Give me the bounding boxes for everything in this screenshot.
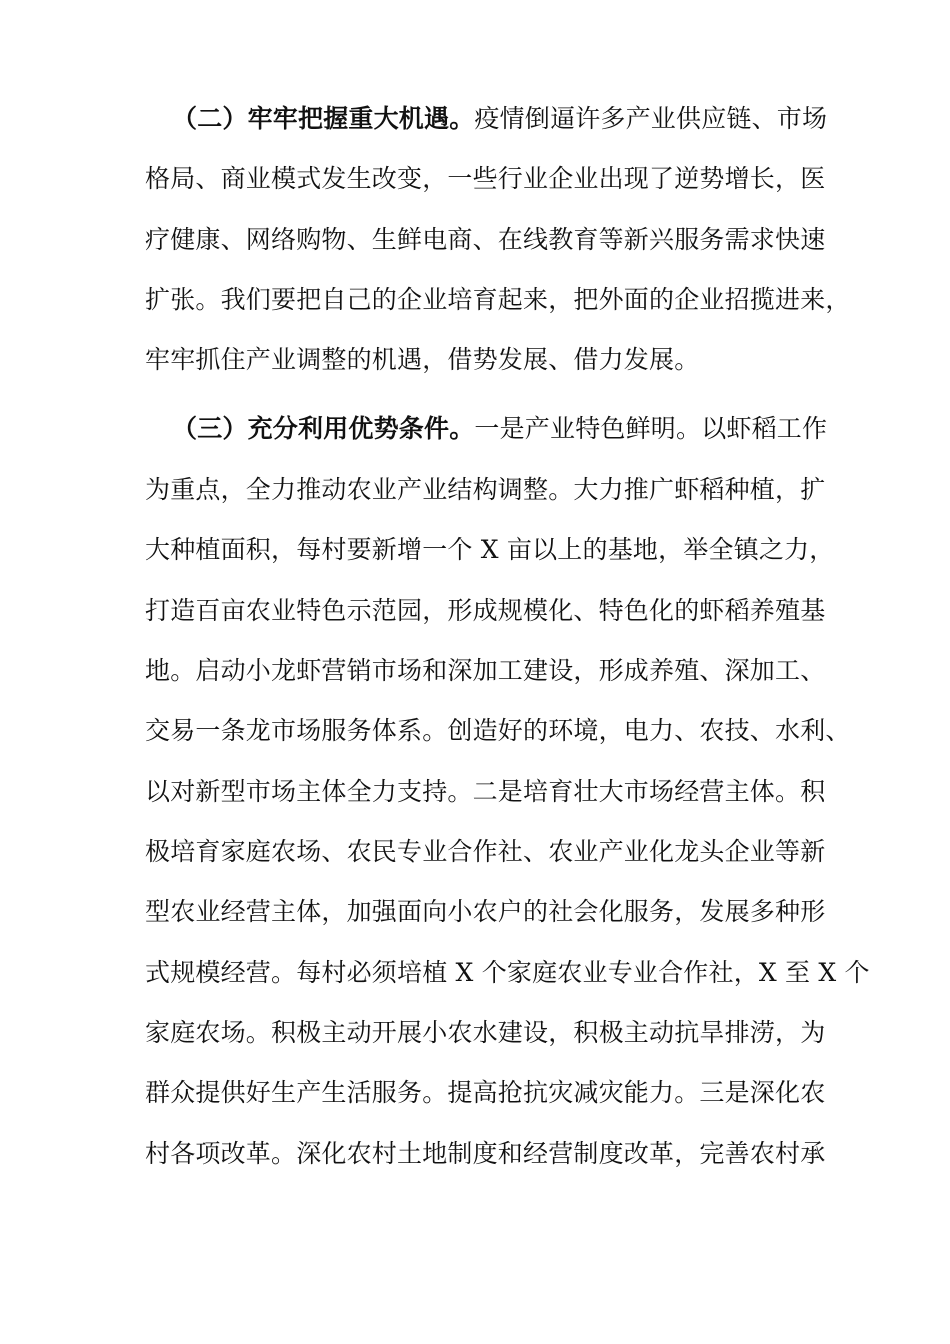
paragraph-2-line-2: 格局、商业模式发生改变，一些行业企业出现了逆势增长，医: [145, 164, 826, 193]
paragraph-3-line-4: 打造百亩农业特色示范园，形成规模化、特色化的虾稻养殖基: [145, 596, 826, 625]
paragraph-3-line-3: 大种植面积，每村要新增一个 X 亩以上的基地，举全镇之力，: [145, 535, 835, 564]
paragraph-3-line-5: 地。启动小龙虾营销市场和深加工建设，形成养殖、深加工、: [145, 656, 826, 685]
paragraph-3-line-13: 村各项改革。深化农村土地制度和经营制度改革，完善农村承: [145, 1139, 826, 1168]
paragraph-3-line-9: 型农业经营主体，加强面向小农户的社会化服务，发展多种形: [145, 897, 826, 926]
paragraph-3-heading: （三）充分利用优势条件。: [172, 414, 475, 443]
paragraph-3-line-10: 式规模经营。每村必须培植 X 个家庭农业专业合作社，X 至 X 个: [145, 958, 870, 987]
paragraph-3-line-12: 群众提供好生产生活服务。提高抢抗灾减灾能力。三是深化农: [145, 1078, 826, 1107]
paragraph-2-line-4: 扩张。我们要把自己的企业培育起来，把外面的企业招揽进来，: [145, 285, 851, 314]
paragraph-2-heading: （二）牢牢把握重大机遇。: [172, 104, 475, 133]
paragraph-3-line-11: 家庭农场。积极主动开展小农水建设，积极主动抗旱排涝，为: [145, 1018, 826, 1047]
paragraph-3-text: 一是产业特色鲜明。以虾稻工作: [474, 414, 828, 443]
paragraph-2-text: 疫情倒逼许多产业供应链、市场: [474, 104, 828, 133]
paragraph-3-line-7: 以对新型市场主体全力支持。二是培育壮大市场经营主体。积: [145, 777, 826, 806]
paragraph-2-line-3: 疗健康、网络购物、生鲜电商、在线教育等新兴服务需求快速: [145, 225, 826, 254]
paragraph-3-line-6: 交易一条龙市场服务体系。创造好的环境，电力、农技、水利、: [145, 716, 851, 745]
paragraph-3-line-1: [172, 413, 835, 445]
paragraph-2-line-1: [172, 103, 835, 135]
paragraph-3-line-2: 为重点，全力推动农业产业结构调整。大力推广虾稻种植，扩: [145, 475, 826, 504]
paragraph-2-line-5: 牢牢抓住产业调整的机遇，借势发展、借力发展。: [145, 345, 700, 374]
paragraph-3-line-8: 极培育家庭农场、农民专业合作社、农业产业化龙头企业等新: [145, 837, 826, 866]
